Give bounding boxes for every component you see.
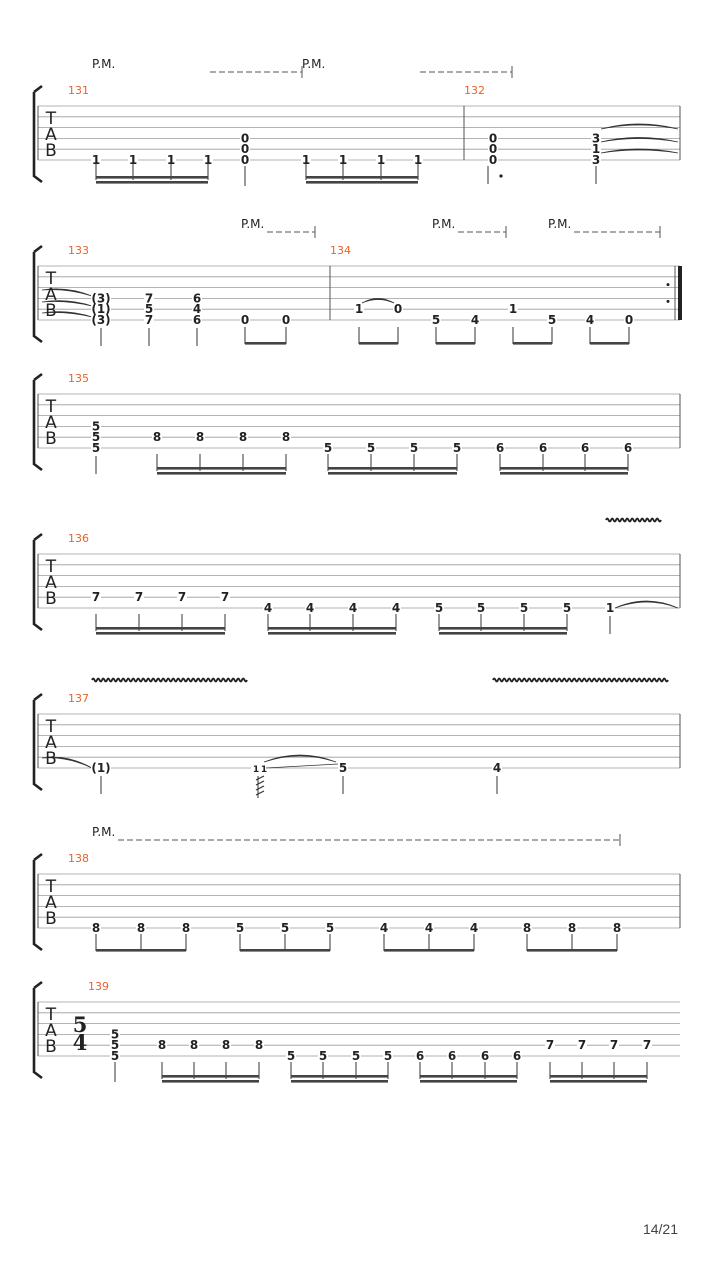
fret-number: 4 (379, 921, 389, 935)
fret-number: 4 (391, 601, 401, 615)
fret-number: 5 (280, 921, 290, 935)
palm-mute-label: P.M. (432, 217, 456, 231)
beam (291, 1080, 388, 1083)
time-signature-top: 5 (72, 1012, 88, 1037)
tremolo-stroke (256, 786, 264, 790)
fret-number: (3) (91, 291, 111, 306)
fret-number: 3 (591, 131, 601, 146)
palm-mute-label: P.M. (241, 217, 265, 231)
beam (527, 949, 617, 952)
measure-number: 131 (68, 84, 89, 97)
beam (162, 1080, 259, 1083)
beam (157, 472, 286, 475)
fret-number: 4 (469, 921, 479, 935)
beam (359, 342, 398, 345)
fret-number: 8 (189, 1038, 199, 1053)
fret-number: 8 (136, 921, 146, 935)
fret-number: 5 (476, 601, 486, 615)
tab-letter: A (45, 893, 57, 913)
beam (157, 467, 286, 470)
beam (500, 472, 628, 475)
fret-number: 4 (348, 601, 358, 615)
fret-number: 5 (338, 761, 348, 775)
fret-number: 1 (128, 153, 138, 167)
fret-number: 5 (325, 921, 335, 935)
page-number: 14/21 (642, 1221, 678, 1237)
tie-arc (264, 755, 336, 762)
fret-number: 6 (192, 291, 202, 306)
fret-number: 1 (354, 302, 364, 317)
beam (162, 1075, 259, 1078)
fret-number: 0 (624, 313, 634, 327)
tab-letter: T (45, 877, 57, 897)
beam (96, 632, 225, 635)
fret-number: 8 (157, 1038, 167, 1053)
fret-number: 8 (254, 1038, 264, 1053)
fret-number: 0 (281, 313, 291, 327)
beam (291, 1075, 388, 1078)
tab-letter: B (45, 909, 57, 929)
fret-number: 6 (415, 1049, 425, 1063)
tab-system (34, 226, 682, 346)
fret-number: 1 (413, 153, 423, 167)
fret-number: 5 (562, 601, 572, 615)
tie-arc (601, 124, 678, 129)
beam (513, 342, 552, 345)
tab-letter: A (45, 733, 57, 753)
fret-number: 6 (538, 441, 548, 455)
tab-letter: A (45, 285, 57, 305)
tab-letter: T (45, 1005, 57, 1025)
fret-number: 5 (144, 302, 154, 317)
fret-number: 0 (488, 153, 498, 167)
beam (439, 627, 567, 630)
beam (420, 1080, 517, 1083)
fret-number: 0 (240, 131, 250, 146)
grace-note-fret: 1 (260, 765, 268, 775)
tremolo-stroke (256, 781, 264, 785)
measure-number: 133 (68, 244, 89, 257)
tremolo-stroke (256, 776, 264, 780)
measure-number: 139 (88, 980, 109, 993)
beam (550, 1075, 647, 1078)
fret-number: 6 (447, 1049, 457, 1063)
fret-number: 5 (318, 1049, 328, 1063)
fret-number: 8 (238, 430, 248, 445)
beam (436, 342, 475, 345)
beam (306, 176, 418, 179)
vibrato-line (92, 679, 247, 682)
fret-number: 5 (519, 601, 529, 615)
fret-number: 0 (240, 153, 250, 167)
fret-number: 6 (495, 441, 505, 455)
fret-number: 4 (192, 302, 202, 317)
fret-number: 4 (305, 601, 315, 615)
fret-number: 8 (522, 921, 532, 935)
tab-letter: T (45, 397, 57, 417)
fret-number: 7 (609, 1038, 619, 1053)
fret-number: 5 (409, 441, 419, 455)
tab-system (34, 519, 680, 635)
tab-system (34, 834, 680, 952)
fret-number: 6 (512, 1049, 522, 1063)
fret-number: 8 (195, 430, 205, 445)
fret-number: 7 (545, 1038, 555, 1053)
measure-number: 136 (68, 532, 89, 545)
fret-number: 4 (470, 313, 480, 327)
dotted-rhythm (499, 174, 502, 177)
beam (590, 342, 629, 345)
tab-letter: B (45, 429, 57, 449)
beam (268, 627, 396, 630)
tab-letter: B (45, 141, 57, 161)
tie-arc (601, 149, 678, 153)
fret-number: 6 (580, 441, 590, 455)
beam (96, 176, 208, 179)
fret-number: 1 (376, 153, 386, 167)
beam (550, 1080, 647, 1083)
tab-letter: T (45, 717, 57, 737)
fret-number: 1 (166, 153, 176, 167)
beam (439, 632, 567, 635)
fret-number: 5 (383, 1049, 393, 1063)
fret-number: 1 (91, 153, 101, 167)
fret-number: (1) (91, 302, 111, 317)
beam (306, 181, 418, 184)
tab-letter: A (45, 1021, 57, 1041)
beam (96, 181, 208, 184)
repeat-barline-thick (678, 266, 682, 320)
grace-note-fret: 1 (252, 765, 260, 775)
tab-letter: A (45, 573, 57, 593)
fret-number: 1 (508, 302, 518, 317)
fret-number: 0 (240, 142, 250, 157)
fret-number: 7 (134, 590, 144, 605)
beam (245, 342, 286, 345)
fret-number: 5 (110, 1038, 120, 1053)
fret-number: 8 (181, 921, 191, 935)
fret-number: 7 (642, 1038, 652, 1053)
tab-letter: B (45, 1037, 57, 1057)
fret-number: 7 (220, 590, 230, 605)
fret-number: 7 (177, 590, 187, 605)
measure-number: 138 (68, 852, 89, 865)
beam (420, 1075, 517, 1078)
fret-number: 5 (351, 1049, 361, 1063)
fret-number: 5 (434, 601, 444, 615)
fret-number: 6 (623, 441, 633, 455)
measure-number: 134 (330, 244, 351, 257)
fret-number: 5 (286, 1049, 296, 1063)
beam (384, 949, 474, 952)
fret-number: 1 (203, 153, 213, 167)
tab-system (34, 66, 680, 186)
beam (328, 472, 457, 475)
measure-number: 137 (68, 692, 89, 705)
fret-number: 8 (152, 430, 162, 445)
fret-number: 8 (612, 921, 622, 935)
fret-number: 5 (91, 441, 101, 455)
fret-number: 3 (591, 153, 601, 167)
fret-number: 1 (591, 142, 601, 157)
fret-number: 1 (605, 601, 615, 615)
beam (96, 949, 186, 952)
fret-number: (3) (91, 313, 111, 327)
repeat-dot (667, 300, 670, 303)
fret-number: 4 (263, 601, 273, 615)
palm-mute-label: P.M. (548, 217, 572, 231)
time-signature-bottom: 4 (72, 1030, 88, 1055)
fret-number: 5 (366, 441, 376, 455)
fret-number: 6 (480, 1049, 490, 1063)
tab-letter: B (45, 749, 57, 769)
fret-number: 4 (585, 313, 595, 327)
fret-number: 8 (281, 430, 291, 445)
fret-number: 5 (235, 921, 245, 935)
tremolo-stroke (256, 791, 264, 795)
tab-letter: A (45, 125, 57, 145)
tie-arc (362, 299, 394, 304)
fret-number: 0 (488, 142, 498, 157)
fret-number: 4 (424, 921, 434, 935)
tab-system (34, 982, 680, 1083)
fret-number: 1 (338, 153, 348, 167)
fret-number: 8 (91, 921, 101, 935)
palm-mute-label: P.M. (92, 825, 116, 839)
tab-letter: T (45, 269, 57, 289)
tab-system (34, 374, 680, 475)
fret-number: 1 (301, 153, 311, 167)
measure-number: 132 (464, 84, 485, 97)
fret-number: 0 (393, 302, 403, 317)
fret-number: 5 (547, 313, 557, 327)
vibrato-line (493, 679, 668, 682)
tab-letter: T (45, 109, 57, 129)
fret-number: 0 (240, 313, 250, 327)
fret-number: (1) (91, 761, 111, 775)
palm-mute-label: P.M. (302, 57, 326, 71)
vibrato-line (606, 519, 661, 522)
tie-arc (615, 601, 678, 608)
fret-number: 5 (323, 441, 333, 455)
fret-number: 5 (452, 441, 462, 455)
tab-system (34, 679, 680, 799)
beam (328, 467, 457, 470)
tab-letter: B (45, 301, 57, 321)
fret-number: 4 (492, 761, 502, 775)
beam (240, 949, 330, 952)
fret-number: 5 (91, 419, 101, 434)
fret-number: 5 (110, 1027, 120, 1042)
beam (500, 467, 628, 470)
fret-number: 7 (144, 313, 154, 327)
beam (268, 632, 396, 635)
slide-line (266, 764, 338, 768)
fret-number: 5 (91, 430, 101, 445)
tab-letter: A (45, 413, 57, 433)
fret-number: 7 (144, 291, 154, 306)
palm-mute-label: P.M. (92, 57, 116, 71)
fret-number: 7 (577, 1038, 587, 1053)
beam (96, 627, 225, 630)
tab-letter: B (45, 589, 57, 609)
fret-number: 6 (192, 313, 202, 327)
repeat-dot (667, 283, 670, 286)
fret-number: 8 (221, 1038, 231, 1053)
measure-number: 135 (68, 372, 89, 385)
fret-number: 7 (91, 590, 101, 605)
fret-number: 5 (110, 1049, 120, 1063)
tab-letter: T (45, 557, 57, 577)
fret-number: 5 (431, 313, 441, 327)
fret-number: 8 (567, 921, 577, 935)
fret-number: 0 (488, 131, 498, 146)
